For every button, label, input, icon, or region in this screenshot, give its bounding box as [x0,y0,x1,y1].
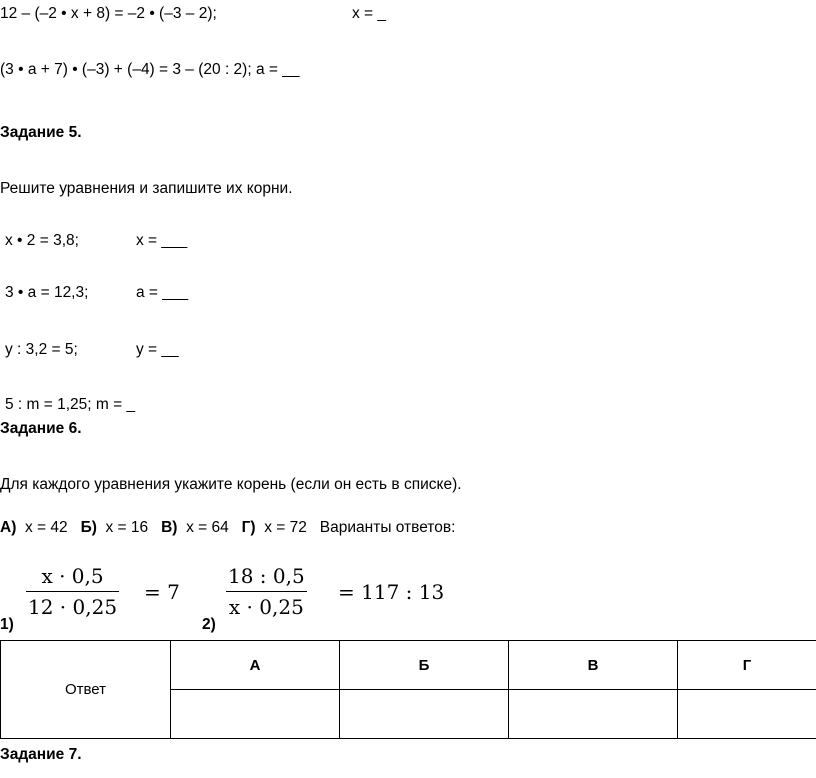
equation-1-rhs: = 7 [144,580,180,604]
equation-1-fraction [26,566,119,617]
equation-2-fraction [226,566,307,617]
equation-1-answer: x = _ [352,5,387,22]
task5-instruction: Решите уравнения и запишите их корни. [0,180,293,197]
equation-1-number: 1) [0,616,14,633]
equation-2: (3 • a + 7) • (–3) + (–4) = 3 – (20 : 2); a = __ [0,61,300,78]
option-a-value: x = 42 [24,519,68,536]
column-header-a: А [171,641,340,690]
task5-answer-2: a = ___ [136,284,189,301]
answer-cell-g[interactable] [678,690,816,739]
task5-title: Задание 5. [0,124,82,141]
task7-title: Задание 7. [0,746,82,763]
equation-2-denominator: x · 0,25 [228,595,304,619]
task5-answer-3: y = __ [136,341,179,358]
option-v-letter: В) [161,519,178,536]
option-a-letter: А) [0,519,17,536]
option-b-value: x = 16 [105,519,149,536]
answer-table [0,640,816,739]
equation-2-number: 2) [202,616,216,633]
answer-cell-v[interactable] [509,690,678,739]
row-label-answer: Ответ [1,641,171,739]
option-b-letter: Б) [80,519,97,536]
column-header-g: Г [678,641,816,690]
answer-options [0,520,455,536]
option-g-letter: Г) [241,519,256,536]
task6-title: Задание 6. [0,420,82,437]
equation-1: 12 – (–2 • x + 8) = –2 • (–3 – 2); [0,5,217,22]
task5-equation-2: 3 • a = 12,3; [5,284,89,301]
equation-2-numerator: 18 : 0,5 [228,564,305,588]
task5-equation-4: 5 : m = 1,25; m = _ [5,396,136,413]
options-label: Варианты ответов: [319,519,456,536]
task5-equation-1: x • 2 = 3,8; [5,232,79,249]
option-g-value: x = 72 [264,519,307,536]
answer-cell-a[interactable] [171,690,340,739]
equation-1-numerator: x · 0,5 [41,564,104,588]
task5-equation-3: y : 3,2 = 5; [5,341,78,358]
task6-instruction: Для каждого уравнения укажите корень (если он есть в списке). [0,476,462,493]
column-header-b: Б [340,641,509,690]
answer-cell-b[interactable] [340,690,509,739]
task5-answer-1: x = ___ [136,232,188,249]
equation-1-denominator: 12 · 0,25 [28,595,118,619]
column-header-v: В [509,641,678,690]
option-v-value: x = 64 [186,519,229,536]
equation-2-rhs: = 117 : 13 [338,580,445,604]
